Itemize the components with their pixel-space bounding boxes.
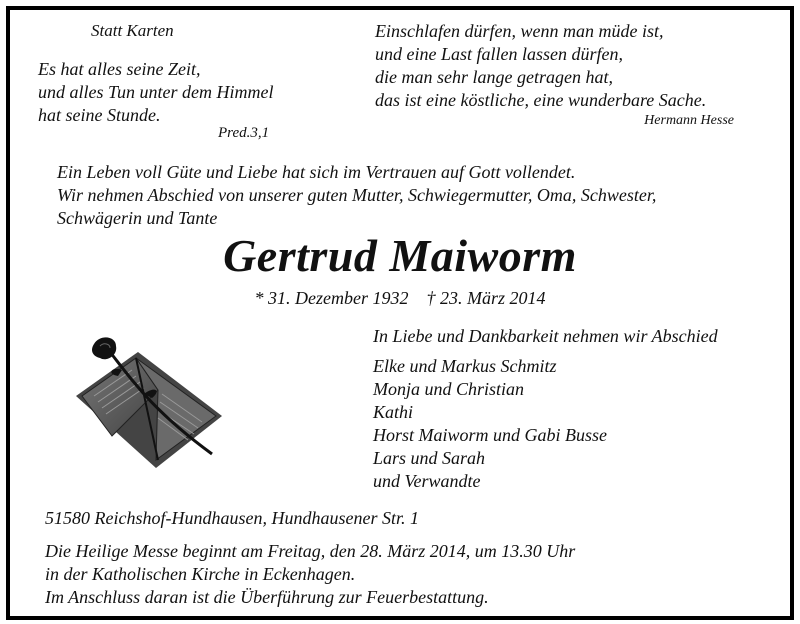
mourner-name: Monja und Christian bbox=[373, 379, 525, 399]
mourners-heading: In Liebe und Dankbarkeit nehmen wir Abschied bbox=[373, 326, 718, 346]
rose-on-book-icon bbox=[72, 330, 232, 475]
intro-line: Ein Leben voll Güte und Liebe hat sich im Vertrauen auf Gott vollendet. bbox=[57, 162, 576, 182]
quote-line: das ist eine köstliche, eine wunderbare Sache. bbox=[375, 90, 707, 110]
verse-reference: Pred.3,1 bbox=[218, 125, 270, 141]
mourner-name: und Verwandte bbox=[373, 471, 481, 491]
statt-karten-heading: Statt Karten bbox=[91, 21, 174, 40]
address: 51580 Reichshof-Hundhausen, Hundhausener Str. 1 bbox=[45, 508, 419, 528]
quote-line: und eine Last fallen lassen dürfen, bbox=[375, 44, 623, 64]
intro-line: Wir nehmen Abschied von unserer guten Mutter, Schwiegermutter, Oma, Schwester, bbox=[57, 185, 657, 205]
mourner-name: Kathi bbox=[373, 402, 414, 422]
service-info-line: in der Katholischen Kirche in Eckenhagen. bbox=[45, 564, 356, 584]
quote-author: Hermann Hesse bbox=[644, 113, 734, 128]
deceased-name: Gertrud Maiworm bbox=[223, 230, 577, 281]
mourner-name: Lars und Sarah bbox=[373, 448, 486, 468]
intro-line: Schwägerin und Tante bbox=[57, 208, 218, 228]
mourner-name: Horst Maiworm und Gabi Busse bbox=[373, 425, 608, 445]
life-dates: * 31. Dezember 1932 † 23. März 2014 bbox=[254, 288, 546, 308]
bible-verse-line: und alles Tun unter dem Himmel bbox=[38, 82, 274, 102]
service-info-line: Im Anschluss daran ist die Überführung zur Feuerbestattung. bbox=[45, 587, 489, 607]
quote-line: die man sehr lange getragen hat, bbox=[375, 67, 613, 87]
mourner-name: Elke und Markus Schmitz bbox=[373, 356, 557, 376]
service-info-line: Die Heilige Messe beginnt am Freitag, den 28. März 2014, um 13.30 Uhr bbox=[45, 541, 576, 561]
bible-verse-line: hat seine Stunde. bbox=[38, 105, 161, 125]
quote-line: Einschlafen dürfen, wenn man müde ist, bbox=[375, 21, 664, 41]
bible-verse-line: Es hat alles seine Zeit, bbox=[38, 59, 201, 79]
